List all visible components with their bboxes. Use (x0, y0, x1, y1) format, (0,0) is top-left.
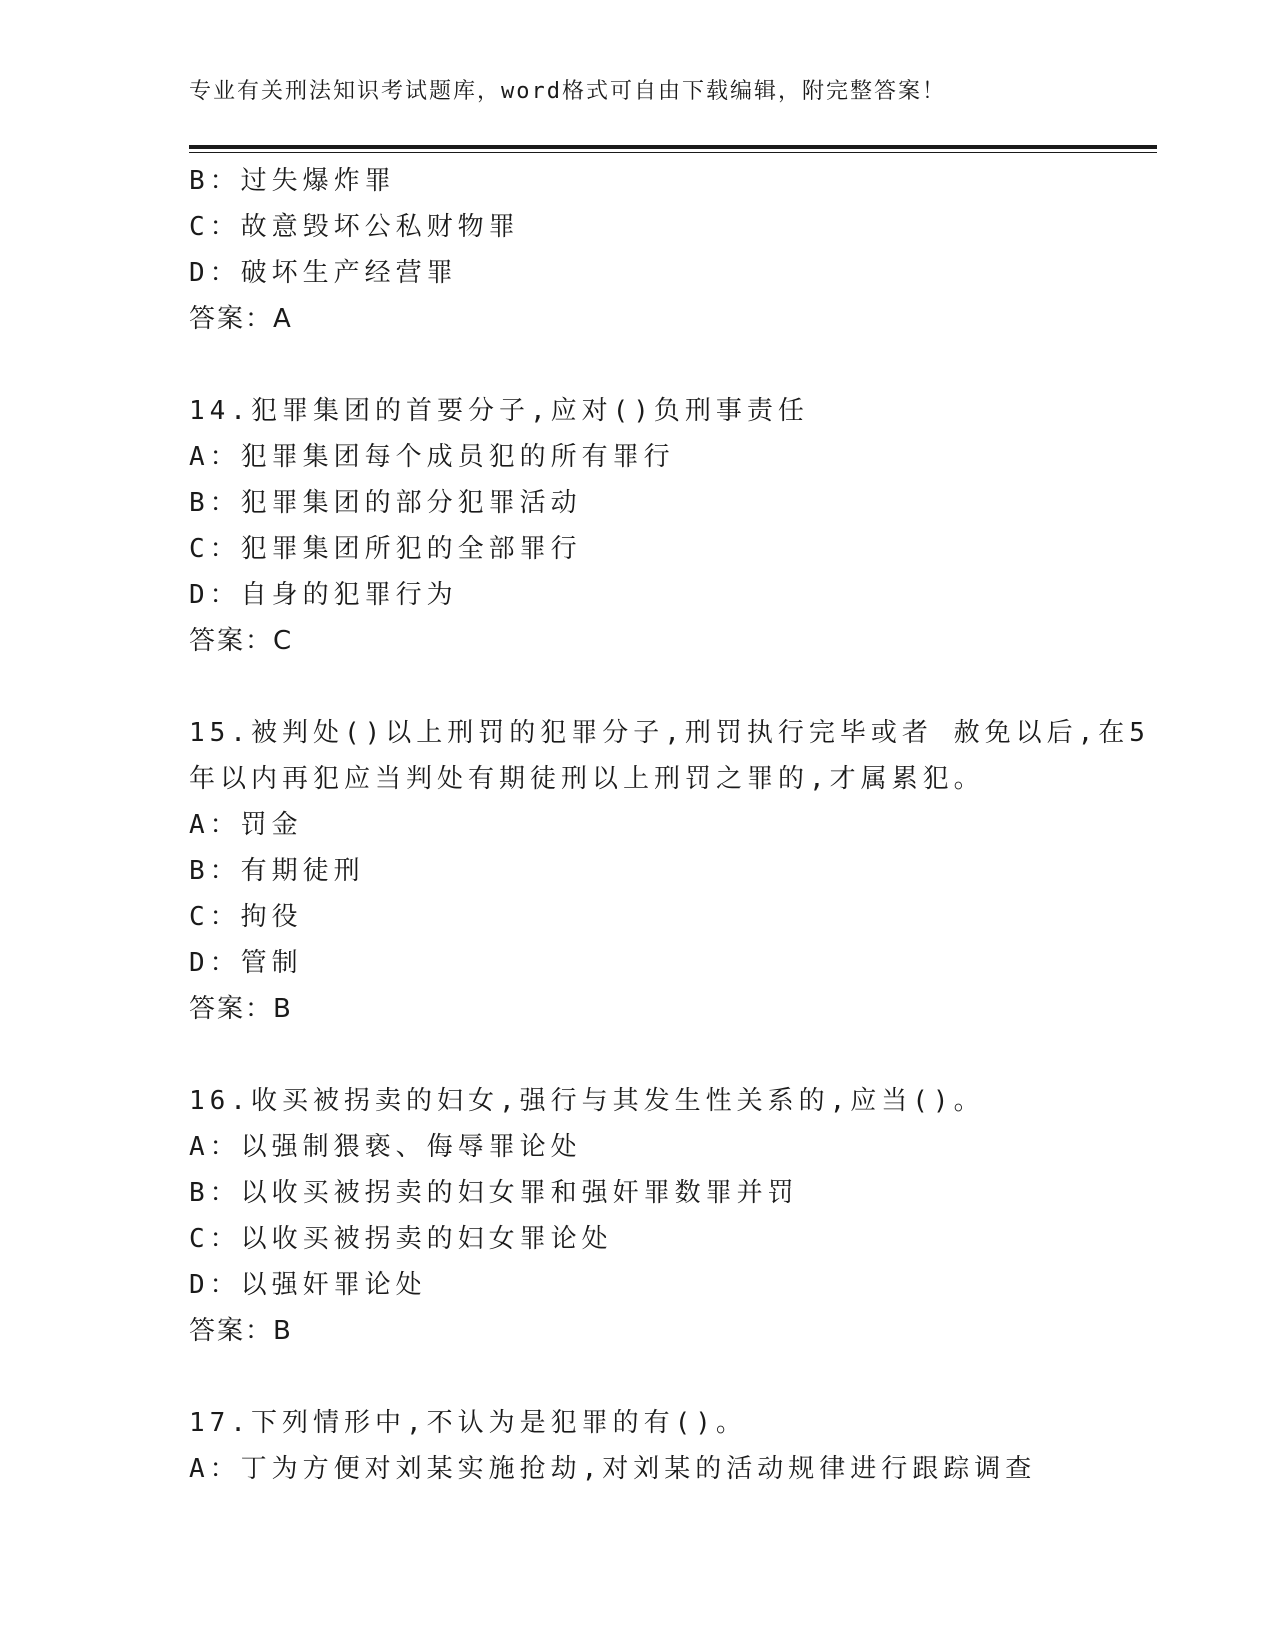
question-14 (189, 388, 1149, 664)
question-16 (189, 1078, 1149, 1354)
answer-line: 答案：B (189, 1316, 293, 1346)
option-line: B：过失爆炸罪 (189, 166, 396, 196)
question-stem: 14.犯罪集团的首要分子,应对()负刑事责任 (189, 396, 809, 426)
option-line: D：管制 (189, 948, 303, 978)
header-rule-thick (189, 145, 1157, 149)
option-line: B：有期徒刑 (189, 856, 365, 886)
carryover-block (189, 158, 1149, 342)
option-line: C：犯罪集团所犯的全部罪行 (189, 534, 582, 564)
option-line: B：以收买被拐卖的妇女罪和强奸罪数罪并罚 (189, 1178, 799, 1208)
answer-line: 答案：A (189, 304, 293, 334)
option-line: C：故意毁坏公私财物罪 (189, 212, 520, 242)
option-line: C：拘役 (189, 902, 303, 932)
document-header: 专业有关刑法知识考试题库，word格式可自由下载编辑，附完整答案！ (189, 79, 946, 104)
option-line: D：以强奸罪论处 (189, 1270, 427, 1300)
option-line: D：破坏生产经营罪 (189, 258, 458, 288)
option-line: C：以收买被拐卖的妇女罪论处 (189, 1224, 613, 1254)
question-stem: 17.下列情形中,不认为是犯罪的有()。 (189, 1408, 747, 1438)
question-15 (189, 710, 1149, 1032)
question-stem: 15.被判处()以上刑罚的犯罪分子,刑罚执行完毕或者 赦免以后,在5 (189, 718, 1150, 748)
question-stem: 年以内再犯应当判处有期徒刑以上刑罚之罪的,才属累犯。 (189, 764, 985, 794)
option-line: D：自身的犯罪行为 (189, 580, 458, 610)
question-17 (189, 1400, 1149, 1492)
option-line: A：丁为方便对刘某实施抢劫,对刘某的活动规律进行跟踪调查 (189, 1454, 1037, 1484)
answer-line: 答案：B (189, 994, 293, 1024)
option-line: A：犯罪集团每个成员犯的所有罪行 (189, 442, 675, 472)
question-stem: 16.收买被拐卖的妇女,强行与其发生性关系的,应当()。 (189, 1086, 985, 1116)
header-rule-thin (189, 152, 1157, 153)
answer-line: 答案：C (189, 626, 294, 656)
option-line: A：罚金 (189, 810, 303, 840)
option-line: A：以强制猥亵、侮辱罪论处 (189, 1132, 582, 1162)
question-content (189, 158, 1149, 1492)
option-line: B：犯罪集团的部分犯罪活动 (189, 488, 582, 518)
